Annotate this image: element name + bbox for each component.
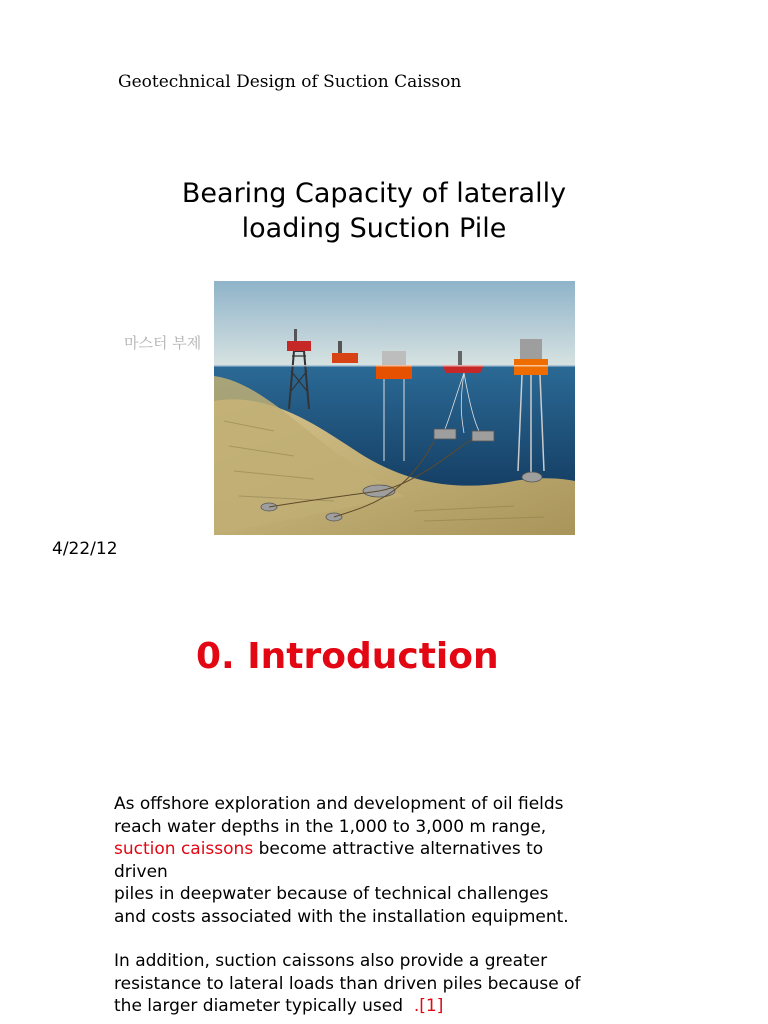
paragraph-1 — [114, 793, 674, 928]
p1-line-1: As offshore exploration and development of oil fields — [114, 794, 564, 814]
subtitle-placeholder: 마스터 부제 — [124, 334, 202, 352]
offshore-illustration — [214, 281, 575, 535]
section-heading: 0. Introduction — [196, 636, 499, 677]
slide-date: 4/22/12 — [52, 539, 118, 559]
slide-title — [124, 176, 624, 246]
offshore-scene-svg — [214, 281, 575, 535]
p1-line-3-rest: become attractive alternatives to — [253, 839, 544, 859]
reference-marker[interactable]: .[1] — [403, 996, 444, 1016]
p1-line-6: and costs associated with the installation equipment. — [114, 906, 569, 927]
waterline — [214, 365, 575, 367]
document-header-title: Geotechnical Design of Suction Caisson — [118, 72, 462, 92]
highlight-suction-caissons: suction caissons — [114, 839, 254, 859]
paragraph-2 — [114, 950, 674, 1018]
p1-line-4: driven — [114, 861, 168, 882]
p2-line-2: resistance to lateral loads than driven piles because of — [114, 973, 581, 994]
p2-line-3: the larger diameter typically used — [114, 996, 404, 1016]
p2-line-1: In addition, suction caissons also provide a greater — [114, 951, 548, 971]
slide-title-line-1: Bearing Capacity of laterally — [181, 178, 567, 209]
slide-title-line-2: loading Suction Pile — [241, 213, 507, 244]
p1-line-2: reach water depths in the 1,000 to 3,000 m range, — [114, 816, 547, 837]
body-text — [114, 793, 674, 1018]
p1-line-5: piles in deepwater because of technical challenges — [114, 884, 549, 904]
